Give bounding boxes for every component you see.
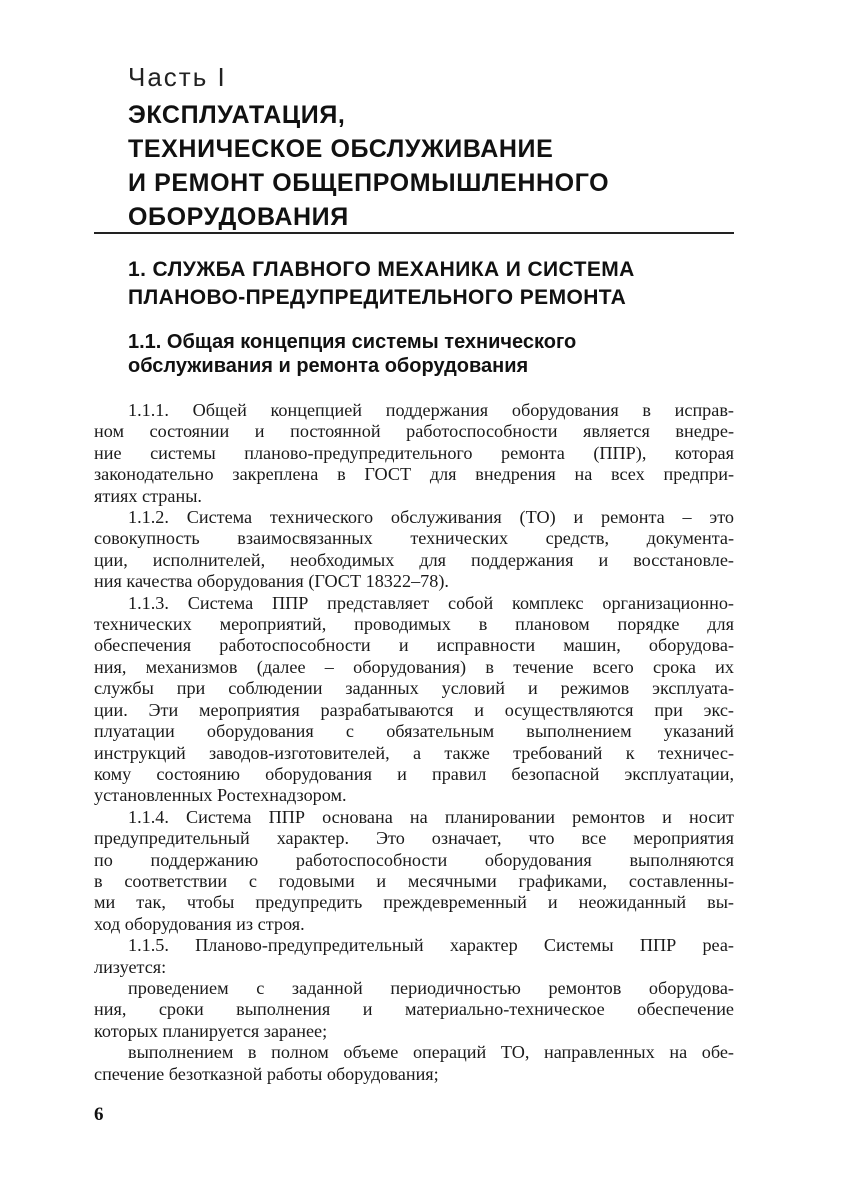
text-line: ния качества оборудования (ГОСТ 18322–78). [94,571,449,592]
text-line: ции. Эти мероприятия разрабатываются и осуществляются при экс- [94,699,734,720]
text-line: 1.1.4. Система ППР основана на планировании ремонтов и носит [128,806,734,827]
text-line: обеспечения работоспособности и исправности машин, оборудова- [94,635,734,656]
text-line: 1.1.3. Система ППР представляет собой комплекс организационно- [128,592,734,613]
text-line: ции, исполнителей, необходимых для поддержания и восстановле- [94,549,734,570]
part-title-line: И РЕМОНТ ОБЩЕПРОМЫШЛЕННОГО [128,169,610,197]
part-title [128,98,748,234]
text-line: лизуется: [94,956,167,977]
text-line: предупредительный характер. Это означает, что все мероприятия [94,828,734,849]
body-text [94,400,734,1085]
text-line: которых планируется заранее; [94,1020,328,1041]
text-line: службы при соблюдении заданных условий и режимов эксплуата- [94,678,734,699]
text-line: 1.1.5. Планово-предупредительный характер Системы ППР реа- [128,935,734,956]
text-line: кому состоянию оборудования и правил безопасной эксплуатации, [94,763,734,784]
section-title [128,330,748,378]
text-line: плуатации оборудования с обязательным выполнением указаний [94,721,734,742]
text-line: инструкций заводов-изготовителей, а также требований к техничес- [94,742,734,763]
section-title-line: обслуживания и ремонта оборудования [128,355,529,377]
text-line: ход оборудования из строя. [94,913,305,934]
part-title-line: ОБОРУДОВАНИЯ [128,203,349,231]
text-line: выполнением в полном объеме операций ТО, направленных на обе- [128,1042,734,1063]
section-title-line: 1.1. Общая концепция системы технического [128,331,577,353]
text-line: 1.1.2. Система технического обслуживания (ТО) и ремонта – это [128,507,734,528]
part-title-line: ЭКСПЛУАТАЦИЯ, [128,101,346,129]
text-line: ми так, чтобы предупредить преждевременный и неожиданный вы- [94,892,734,913]
chapter-title-line: ПЛАНОВО-ПРЕДУПРЕДИТЕЛЬНОГО РЕМОНТА [128,286,627,309]
part-title-line: ТЕХНИЧЕСКОЕ ОБСЛУЖИВАНИЕ [128,135,554,163]
text-line: совокупность взаимосвязанных технических средств, документа- [94,528,734,549]
text-line: в соответствии с годовыми и месячными графиками, составленны- [94,870,734,891]
text-line: проведением с заданной периодичностью ремонтов оборудова- [128,977,734,998]
text-line: ятиях страны. [94,485,202,506]
text-line: спечение безотказной работы оборудования; [94,1063,439,1084]
text-line: законодательно закреплена в ГОСТ для внедрения на всех предпри- [94,464,734,485]
part-label: Часть I [128,62,227,92]
page-number: 6 [94,1104,104,1125]
text-line: по поддержанию работоспособности оборудования выполняются [94,849,734,870]
text-line: ния, механизмов (далее – оборудования) в течение всего срока их [94,656,734,677]
chapter-title-line: 1. СЛУЖБА ГЛАВНОГО МЕХАНИКА И СИСТЕМА [128,258,635,281]
chapter-title [128,256,748,312]
text-line: ние системы планово-предупредительного ремонта (ППР), которая [94,442,734,463]
text-line: ния, сроки выполнения и материально-техническое обеспечение [94,999,734,1020]
text-line: ном состоянии и постоянной работоспособности является внедре- [94,421,734,442]
text-line: технических мероприятий, проводимых в плановом порядке для [94,614,734,635]
text-line: установленных Ростехнадзором. [94,785,347,806]
horizontal-divider [94,232,734,234]
text-line: 1.1.1. Общей концепцией поддержания оборудования в исправ- [128,400,734,420]
